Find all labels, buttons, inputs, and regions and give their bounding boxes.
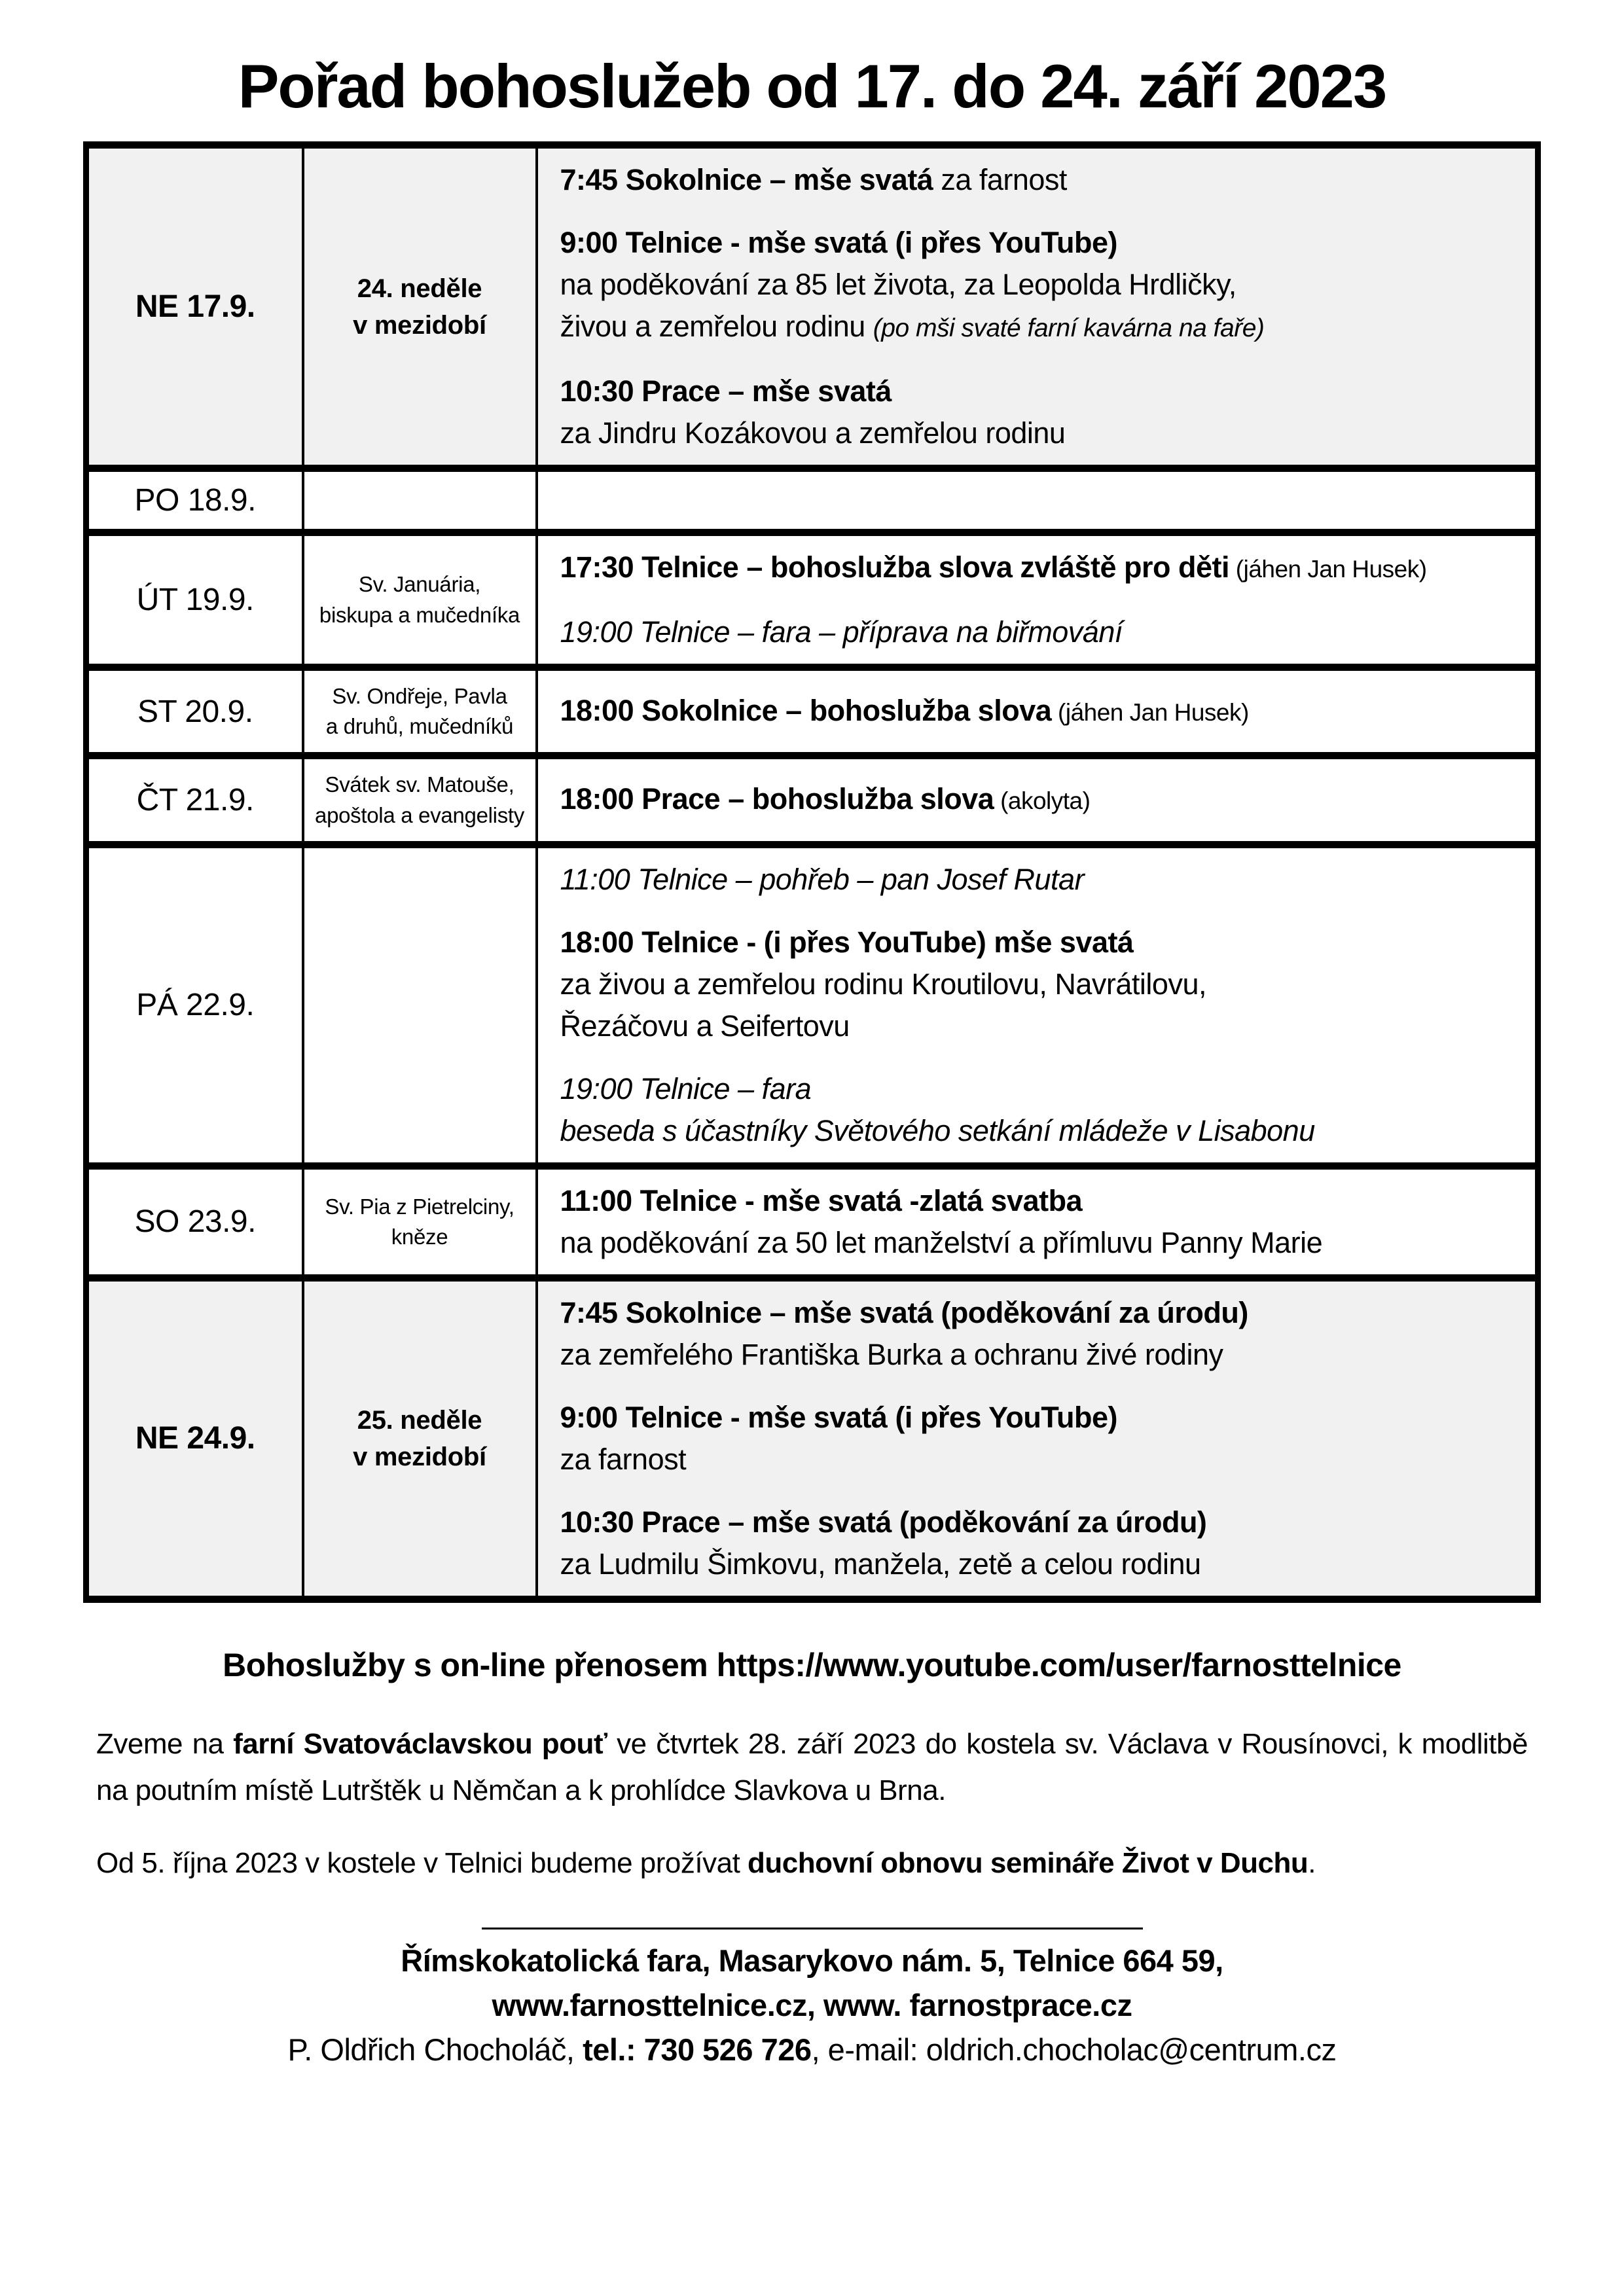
text-segment: na poděkování za 50 let manželství a přímluvu Panny Marie <box>560 1225 1323 1259</box>
day-cell: ÚT 19.9. <box>86 533 303 668</box>
schedule-line <box>560 547 1528 590</box>
text-segment: za farnost <box>560 1442 687 1476</box>
contact-line <box>0 2028 1624 2072</box>
contact-line <box>0 1939 1624 1983</box>
text-segment: tel.: 730 526 726 <box>583 2032 812 2067</box>
feast-cell <box>303 668 537 756</box>
feast-line: biskupa a mučedníka <box>319 602 520 627</box>
entries-cell <box>537 469 1538 533</box>
schedule-line <box>560 690 1528 734</box>
text-segment: (po mši svaté farní kavárna na faře) <box>873 314 1265 342</box>
schedule-line <box>560 1110 1528 1152</box>
schedule-line <box>560 264 1528 306</box>
text-segment: Řezáčovu a Seifertovu <box>560 1009 850 1043</box>
feast-line: kněze <box>391 1224 448 1249</box>
feast-line: v mezidobí <box>353 1442 486 1471</box>
contact-line <box>0 1983 1624 2028</box>
text-segment: za zemřelého Františka Burka a ochranu živé rodiny <box>560 1337 1223 1371</box>
text-segment: 19:00 Telnice – fara – příprava na biřmování <box>560 615 1123 649</box>
schedule-line <box>560 1180 1528 1222</box>
divider-line <box>482 1928 1143 1929</box>
contact-block <box>0 1939 1624 2072</box>
schedule-line <box>560 963 1528 1005</box>
entries-cell <box>537 145 1538 469</box>
feast-line: Sv. Pia z Pietrelciny, <box>325 1194 514 1219</box>
schedule-line <box>560 778 1528 822</box>
text-segment: 18:00 Prace – bohoslužba slova <box>560 782 994 816</box>
table-row <box>86 1166 1538 1278</box>
schedule-line <box>560 1439 1528 1480</box>
text-segment: (jáhen Jan Husek) <box>1229 556 1427 583</box>
entries-cell <box>537 533 1538 668</box>
text-segment: . <box>1308 1847 1316 1880</box>
entries-cell <box>537 1166 1538 1278</box>
feast-line: Sv. Januária, <box>358 572 481 597</box>
text-segment: 10:30 Prace – mše svatá <box>560 374 892 408</box>
text-segment: (jáhen Jan Husek) <box>1051 698 1249 726</box>
schedule-line <box>560 1292 1528 1334</box>
seminar-note <box>96 1840 1528 1886</box>
text-segment: na poděkování za 85 let života, za Leopolda Hrdličky, <box>560 268 1236 301</box>
text-segment: ve čtvrtek 28. září 2023 do kostela sv. Václava v Rousínovci, k modlitbě na poutním místě Lutrštěk u Němčan a k prohlídce Slavkova u Brna. <box>96 1727 1528 1807</box>
schedule-line <box>560 222 1528 264</box>
text-segment: www.farnosttelnice.cz, www. farnostprace.cz <box>492 1987 1132 2022</box>
feast-cell <box>303 844 537 1166</box>
feast-cell <box>303 469 537 533</box>
text-segment: Římskokatolická fara, Masarykovo nám. 5, Telnice 664 59, <box>401 1943 1223 1978</box>
feast-line: apoštola a evangelisty <box>315 802 524 827</box>
table-row <box>86 1278 1538 1599</box>
feast-cell <box>303 533 537 668</box>
text-segment: 17:30 Telnice – bohoslužba slova zvláště pro děti <box>560 550 1229 584</box>
text-segment: 11:00 Telnice - mše svatá -zlatá svatba <box>560 1183 1083 1217</box>
entries-cell <box>537 756 1538 844</box>
text-segment: 11:00 Telnice – pohřeb – pan Josef Rutar <box>560 862 1085 896</box>
table-row <box>86 533 1538 668</box>
schedule-line <box>560 859 1528 901</box>
schedule-table-body <box>86 145 1538 1600</box>
feast-cell <box>303 1278 537 1599</box>
feast-line: 24. neděle <box>357 274 482 303</box>
schedule-line <box>560 159 1528 201</box>
schedule-line <box>560 611 1528 653</box>
entries-cell <box>537 844 1538 1166</box>
text-segment: za Ludmilu Šimkovu, manžela, zetě a celou rodinu <box>560 1547 1201 1581</box>
schedule-table <box>83 141 1541 1603</box>
schedule-line <box>560 370 1528 412</box>
text-segment: beseda s účastníky Světového setkání mládeže v Lisabonu <box>560 1113 1315 1147</box>
text-segment: 10:30 Prace – mše svatá (poděkování za úrodu) <box>560 1505 1207 1539</box>
schedule-line <box>560 1068 1528 1110</box>
day-cell: PÁ 22.9. <box>86 844 303 1166</box>
table-row <box>86 668 1538 756</box>
text-segment: duchovní obnovu semináře Život v Duchu <box>748 1847 1308 1880</box>
schedule-line <box>560 1501 1528 1543</box>
text-segment: živou a zemřelou rodinu <box>560 310 873 343</box>
day-cell: NE 24.9. <box>86 1278 303 1599</box>
text-segment: 9:00 Telnice - mše svatá (i přes YouTube) <box>560 1400 1117 1434</box>
text-segment: , e-mail: oldrich.chocholac@centrum.cz <box>811 2032 1337 2067</box>
text-segment: farní Svatováclavskou pouť <box>233 1727 607 1760</box>
day-cell: NE 17.9. <box>86 145 303 469</box>
day-cell: PO 18.9. <box>86 469 303 533</box>
schedule-line <box>560 412 1528 454</box>
text-segment: (akolyta) <box>994 787 1091 815</box>
text-segment: 18:00 Sokolnice – bohoslužba slova <box>560 693 1052 727</box>
table-row <box>86 756 1538 844</box>
text-segment: za živou a zemřelou rodinu Kroutilovu, Navrátilovu, <box>560 967 1206 1001</box>
feast-cell <box>303 756 537 844</box>
entries-cell <box>537 1278 1538 1599</box>
schedule-line <box>560 922 1528 963</box>
text-segment: za Jindru Kozákovou a zemřelou rodinu <box>560 416 1066 450</box>
feast-cell <box>303 145 537 469</box>
text-segment: 7:45 Sokolnice – mše svatá <box>560 163 933 196</box>
text-segment: P. Oldřich Chocholáč, <box>287 2032 583 2067</box>
schedule-line <box>560 1543 1528 1585</box>
schedule-line <box>560 1397 1528 1439</box>
online-broadcast-note: Bohoslužby s on-line přenosem https://www.youtube.com/user/farnosttelnice <box>223 1646 1401 1683</box>
table-row <box>86 469 1538 533</box>
text-segment: 18:00 Telnice - (i přes YouTube) mše svatá <box>560 925 1134 959</box>
schedule-line <box>560 1334 1528 1376</box>
day-cell: ČT 21.9. <box>86 756 303 844</box>
pilgrimage-note <box>96 1721 1528 1814</box>
feast-line: Sv. Ondřeje, Pavla <box>332 684 507 708</box>
text-segment: za farnost <box>933 163 1067 196</box>
text-segment: 7:45 Sokolnice – mše svatá (poděkování za úrodu) <box>560 1295 1248 1329</box>
feast-line: 25. neděle <box>357 1405 482 1435</box>
entries-cell <box>537 668 1538 756</box>
schedule-line <box>560 1222 1528 1264</box>
feast-line: v mezidobí <box>353 310 486 340</box>
text-segment: 9:00 Telnice - mše svatá (i přes YouTube) <box>560 226 1117 259</box>
table-row <box>86 145 1538 469</box>
text-segment: Od 5. října 2023 v kostele v Telnici budeme prožívat <box>96 1847 748 1880</box>
day-cell: SO 23.9. <box>86 1166 303 1278</box>
feast-line: a druhů, mučedníků <box>325 714 514 739</box>
feast-line: Svátek sv. Matouše, <box>325 772 514 797</box>
feast-cell <box>303 1166 537 1278</box>
page-title: Pořad bohoslužeb od 17. do 24. září 2023 <box>238 52 1386 120</box>
text-segment: Zveme na <box>96 1727 234 1760</box>
day-cell: ST 20.9. <box>86 668 303 756</box>
text-segment: 19:00 Telnice – fara <box>560 1071 812 1105</box>
schedule-line <box>560 1005 1528 1047</box>
table-row <box>86 844 1538 1166</box>
schedule-line <box>560 306 1528 350</box>
